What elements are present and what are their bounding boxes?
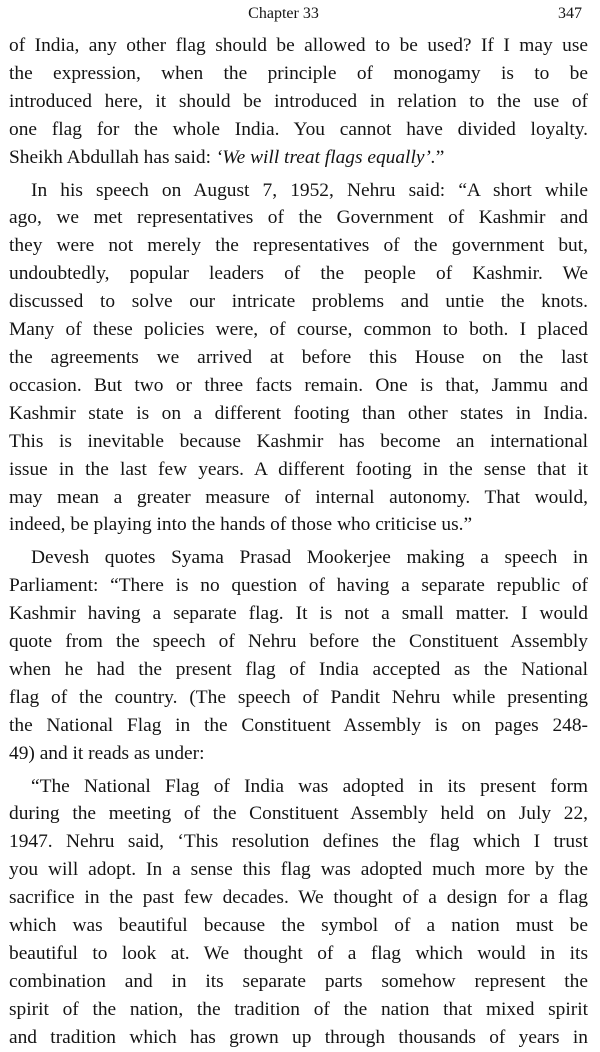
text-line: Parliament: “There is no question of having a separate republic of [9, 575, 588, 597]
text-line: which was beautiful because the symbol of a nation must be [9, 915, 588, 937]
chapter-title: Chapter 33 [248, 5, 319, 22]
text-line: one flag for the whole India. You cannot have divided loyalty. [9, 118, 588, 140]
text-line: indeed, be playing into the hands of those who criticise us.” [9, 514, 473, 536]
italic-quote: ‘We will treat flags equally’. [215, 146, 436, 168]
text-line: the expression, when the principle of monogamy is to be [9, 62, 588, 84]
text-line: In his speech on August 7, 1952, Nehru said: “A short while [31, 179, 588, 201]
text-line: they were not merely the representatives of the government but, [9, 235, 588, 257]
text-line: introduced here, it should be introduced in relation to the use of [9, 90, 588, 112]
running-header [9, 0, 588, 32]
text-line: may mean a greater measure of internal autonomy. That would, [9, 486, 588, 508]
text-line: you will adopt. In a sense this flag was adopted much more by the [9, 859, 588, 881]
text-line: beautiful to look at. We thought of a flag which would in its [9, 943, 588, 964]
paragraph-2 [9, 177, 588, 540]
page-number: 347 [558, 5, 582, 22]
text-line: the agreements we arrived at before this House on the last [9, 346, 588, 368]
text-line: This is inevitable because Kashmir has become an international [9, 430, 588, 452]
text-line-start: Sheikh Abdullah has said: [9, 146, 216, 168]
text-line: issue in the last few years. A different footing in the sense that it [9, 458, 588, 480]
closing-quote: ” [435, 146, 445, 168]
text-line: “The National Flag of India was adopted in its present form [31, 775, 588, 797]
text-line: and tradition which has grown up through thousands of years in [9, 1026, 588, 1048]
text-line: ago, we met representatives of the Government of Kashmir and [9, 207, 588, 229]
text-line: discussed to solve our intricate problems and untie the knots. [9, 291, 588, 313]
text-line: flag of the country. (The speech of Pandit Nehru while presenting [9, 686, 588, 708]
text-line: Kashmir state is on a different footing than other states in India. [9, 402, 588, 424]
paragraph-3 [9, 544, 588, 767]
text-line: combination and in its separate parts somehow represent the [9, 970, 588, 992]
text-line: of India, any other flag should be allowed to be used? If I may use [9, 35, 588, 56]
text-line: when he had the present flag of India accepted as the National [9, 658, 588, 680]
text-line: the National Flag in the Constituent Assembly is on pages 248- [9, 714, 588, 736]
text-line: Devesh quotes Syama Prasad Mookerjee making a speech in [31, 547, 588, 569]
paragraph-1 [9, 32, 588, 172]
text-line: Many of these policies were, of course, common to both. I placed [9, 319, 588, 341]
text-line: occasion. But two or three facts remain. One is that, Jammu and [9, 374, 588, 396]
body-text [9, 32, 588, 1052]
paragraph-4 [9, 773, 588, 1052]
text-line: 1947. Nehru said, ‘This resolution defines the flag which I trust [9, 831, 588, 853]
text-line: Kashmir having a separate flag. It is not a small matter. I would [9, 603, 588, 625]
text-line: 49) and it reads as under: [9, 742, 205, 764]
text-line: sacrifice in the past few decades. We thought of a design for a flag [9, 887, 588, 909]
text-line: quote from the speech of Nehru before the Constituent Assembly [9, 631, 588, 653]
text-line [9, 144, 588, 172]
text-line: spirit of the nation, the tradition of the nation that mixed spirit [9, 998, 588, 1020]
text-line: undoubtedly, popular leaders of the people of Kashmir. We [9, 263, 588, 285]
text-line: during the meeting of the Constituent Assembly held on July 22, [9, 803, 588, 825]
